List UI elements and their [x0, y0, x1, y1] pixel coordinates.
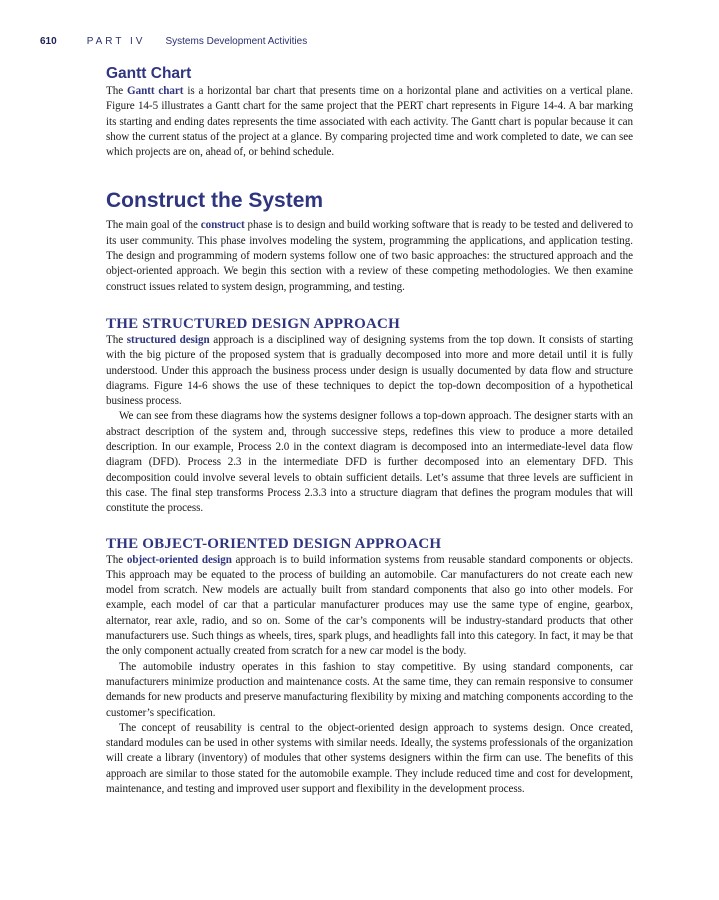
key-term-structured-design: structured design: [126, 333, 210, 346]
key-term-gantt-chart: Gantt chart: [127, 85, 184, 97]
object-oriented-design-heading: THE OBJECT-ORIENTED DESIGN APPROACH: [106, 535, 442, 552]
key-term-construct: construct: [200, 219, 245, 232]
running-head: [40, 36, 679, 50]
construct-the-system-heading: Construct the System: [106, 189, 324, 213]
construct-paragraph: The main goal of the construct phase is to design and build working software that is ready to be tested and delivered to its user community. This phase involves modeling the system, programming the applications, and application testing. The design and programming of modern systems follow one of two basic approaches: the structured approach and the object-oriented approach. We begin this section with a review of these competing methodologies. We then examine construct issues related to system design, programming, and testing.: [106, 219, 633, 293]
gantt-chart-heading: Gantt Chart: [106, 65, 192, 82]
gantt-chart-paragraph: The Gantt chart is a horizontal bar chart that presents time on a horizontal plane and activities on a vertical plane. Figure 14-5 illustrates a Gantt chart for the same project that the PERT chart represents in Figure 14-4. A bar marking its starting and ending dates represents the time associated with each activity. The Gantt chart is popular because it can show the current status of the project at a glance. By comparing projected time and work completed to date, we can see which projects are on, ahead of, or behind schedule.: [106, 85, 633, 159]
key-term-object-oriented-design: object-oriented design: [126, 553, 232, 566]
part-label: PART IV: [86, 36, 146, 47]
object-oriented-paragraph-3: The concept of reusability is central to the object-oriented design approach to systems design. Once created, standard modules can be used in other systems with similar needs. Ideally, the systems professionals of the organization will create a library (inventory) of modules that other systems designers within the firm can use. The benefits of this approach are similar to those stated for the automobile example. They include reduced time and cost for development, maintenance, and testing and improved user support and flexibility in the development process.: [106, 721, 633, 795]
structured-design-paragraph-2: We can see from these diagrams how the systems designer follows a top-down approach. The designer starts with an abstract description of the system and, through successive steps, redefines this view to produce a more detailed description. In our example, Process 2.0 in the context diagram is decomposed into an intermediate-level data flow diagram (DFD). Process 2.3 in the intermediate DFD is further decomposed into an elementary DFD. This decomposition could involve several levels to obtain sufficient details. Let’s assume that three levels are sufficient in this case. The final step transforms Process 2.3.3 into a structure diagram that defines the program modules that will constitute the process.: [106, 410, 633, 515]
object-oriented-paragraph-1: The object-oriented design approach is to build information systems from reusable standard components or objects. This approach may be equated to the process of building an automobile. Car manufacturers do not create each new model from scratch. New models are actually built from standard components that also go into other models. For example, each model of car that a particular manufacturer produces may use the same type of engine, gearbox, alternator, rear axle, radio, and so on. Some of the car’s components will be industry-standard products that other manufacturers use. Such things as wheels, tires, spark plugs, and headlights fall into this category. In fact, it may be that the only component actually created from scratch for a new car model is the body.: [106, 553, 633, 658]
page-body: [106, 64, 633, 797]
structured-design-heading: THE STRUCTURED DESIGN APPROACH: [106, 315, 400, 332]
object-oriented-paragraph-2: The automobile industry operates in this fashion to stay competitive. By using standard components, car manufacturers minimize production and maintenance costs. At the same time, they can remain responsive to consumer demands for new products and preserve manufacturing flexibility by mixing and matching components according to the customer’s specification.: [106, 660, 633, 719]
page-number: 610: [40, 36, 57, 47]
structured-design-paragraph-1: The structured design approach is a disciplined way of designing systems from the top down. It consists of starting with the big picture of the proposed system that is gradually decomposed into more and more detail until it is fully understood. Under this approach the business process under design is usually documented by data flow and structure diagrams. Figure 14-6 shows the use of these techniques to depict the top-down decomposition of a hypothetical business process.: [106, 333, 633, 408]
running-title: Systems Development Activities: [165, 36, 308, 47]
